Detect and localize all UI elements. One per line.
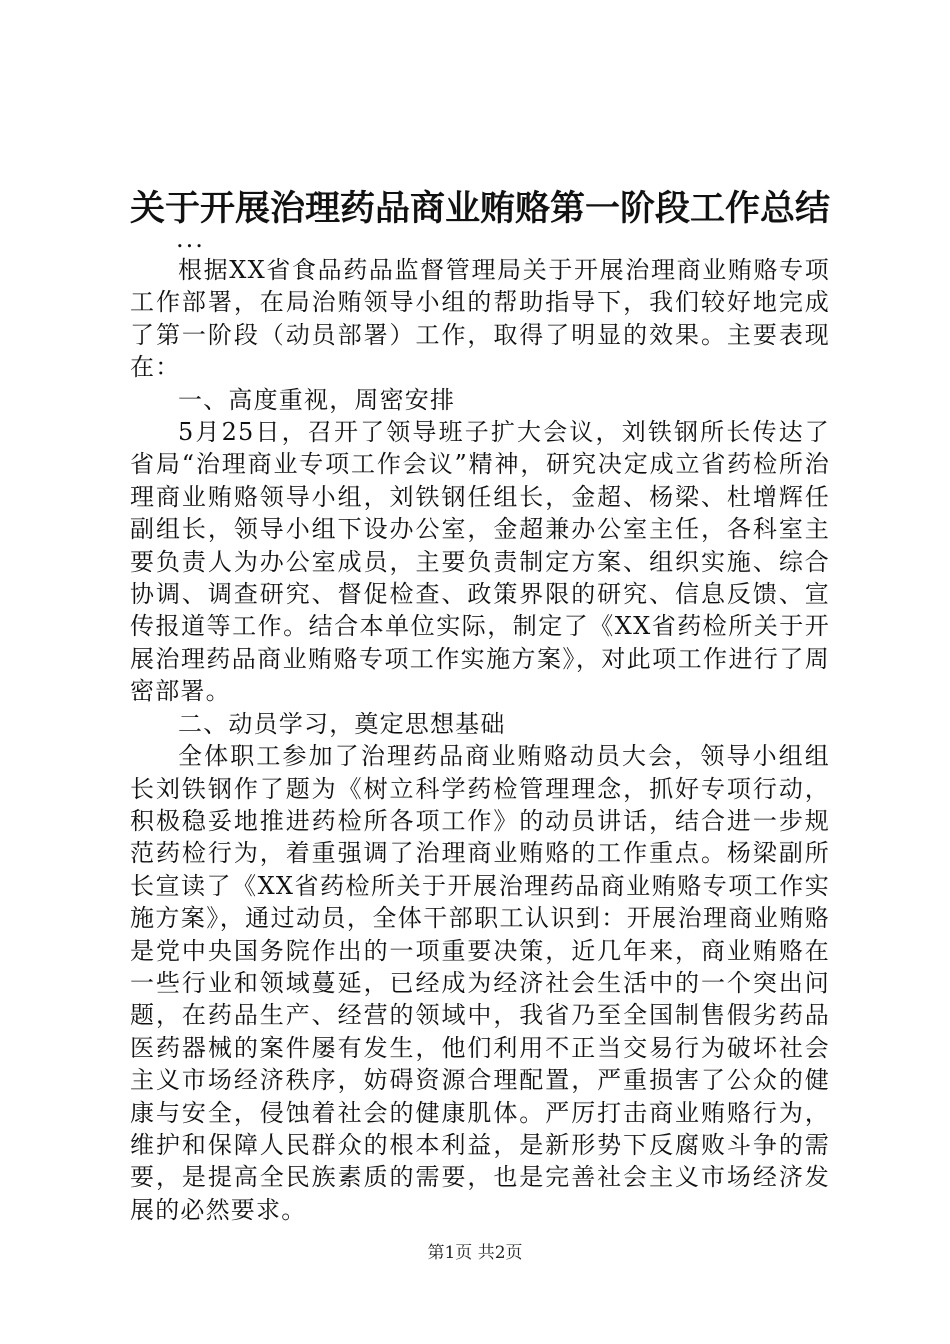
section-1-paragraph: 5月25日，召开了领导班子扩大会议，刘铁钢所长传达了省局“治理商业专项工作会议”精神，研究决定成立省药检所治理商业贿赂领导小组，刘铁钢任组长，金超、杨梁、杜增辉任副组长，领导小组下设办公室，金超兼办公室主任，各科室主要负责人为办公室成员，主要负责制定方案、组织实施、综合协调、调查研究、督促检查、政策界限的研究、信息反馈、宣传报道等工作。结合本单位实际，制定了《XX省药检所关于开展治理药品商业贿赂专项工作实施方案》，对此项工作进行了周密部署。 <box>130 418 830 706</box>
section-heading-1: 一、高度重视，周密安排 <box>178 385 456 414</box>
section-heading-2: 二、动员学习，奠定思想基础 <box>178 709 506 738</box>
document-body <box>130 254 830 1226</box>
document-title: 关于开展治理药品商业贿赂第一阶段工作总结 <box>129 188 830 229</box>
intro-paragraph: 根据XX省食品药品监督管理局关于开展治理商业贿赂专项工作部署，在局治贿领导小组的帮助指导下，我们较好地完成了第一阶段（动员部署）工作，取得了明显的效果。主要表现在： <box>130 256 830 382</box>
page-number-footer: 第1页 共2页 <box>427 1243 523 1263</box>
section-2-paragraph: 全体职工参加了治理药品商业贿赂动员大会，领导小组组长刘铁钢作了题为《树立科学药检管理理念，抓好专项行动，积极稳妥地推进药检所各项工作》的动员讲话，结合进一步规范药检行为，着重强调了治理商业贿赂的工作重点。杨梁副所长宣读了《XX省药检所关于开展治理药品商业贿赂专项工作实施方案》，通过动员，全体干部职工认识到：开展治理商业贿赂是党中央国务院作出的一项重要决策，近几年来，商业贿赂在一些行业和领域蔓延，已经成为经济社会生活中的一个突出问题，在药品生产、经营的领域中，我省乃至全国制售假劣药品医药器械的案件屡有发生，他们利用不正当交易行为破坏社会主义市场经济秩序，妨碍资源合理配置，严重损害了公众的健康与安全，侵蚀着社会的健康肌体。严厉打击商业贿赂行为，维护和保障人民群众的根本利益，是新形势下反腐败斗争的需要，是提高全民族素质的需要，也是完善社会主义市场经济发展的必然要求。 <box>130 742 830 1224</box>
title-continuation-ellipsis: ... <box>176 225 205 253</box>
